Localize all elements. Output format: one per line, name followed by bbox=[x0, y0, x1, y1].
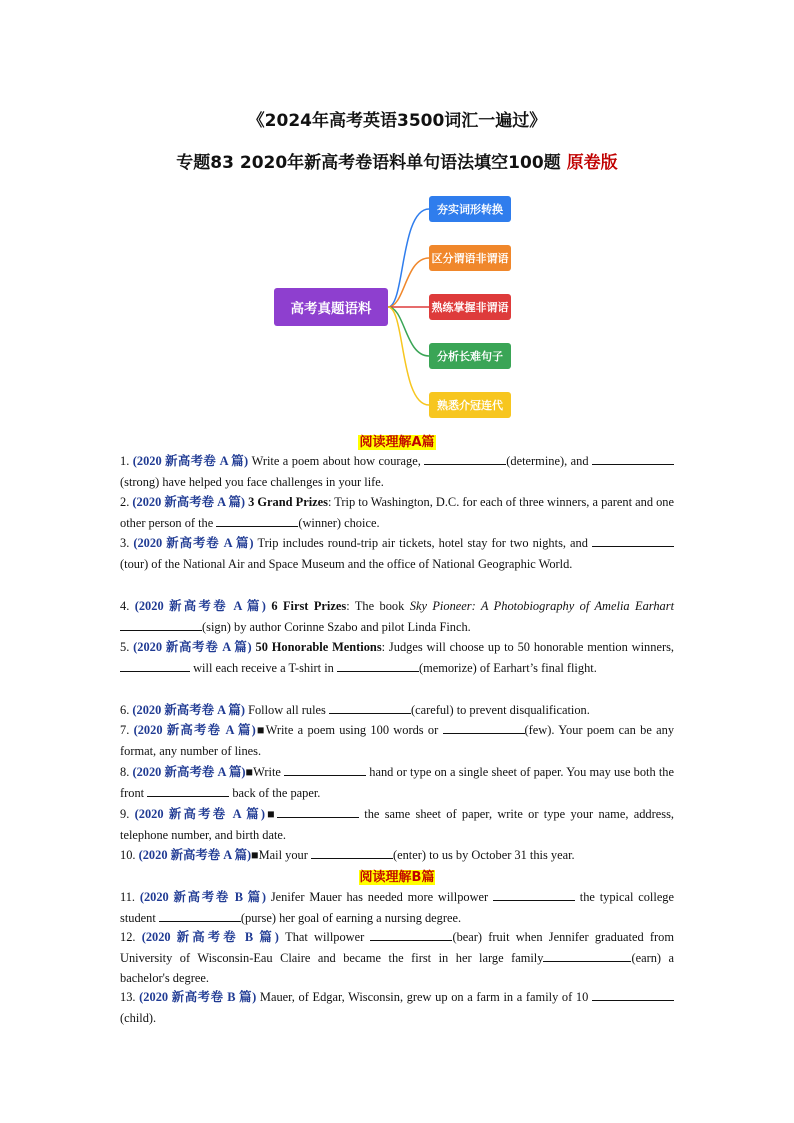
mind-map-connectors bbox=[0, 0, 794, 430]
mind-map-node-4: 分析长难句子 bbox=[429, 343, 511, 369]
answer-blank[interactable] bbox=[370, 928, 452, 941]
answer-blank[interactable] bbox=[120, 659, 190, 672]
mind-map-root: 高考真题语料 bbox=[274, 288, 388, 326]
question-12: 12. (2020 新高考卷 B 篇) That willpower (bear) fruit when Jennifer graduated from University of Wisconsin-Eau Claire and became the first in her large family (earn) a bachelor's degree. bbox=[120, 930, 674, 986]
answer-blank[interactable] bbox=[329, 701, 411, 714]
mind-map-node-3: 熟练掌握非谓语 bbox=[429, 294, 511, 320]
question-source: (2020 新高考卷 A 篇) bbox=[133, 723, 256, 737]
mind-map-node-1: 夯实词形转换 bbox=[429, 196, 511, 222]
question-source: (2020 新高考卷 A 篇) bbox=[132, 765, 246, 779]
section-heading-a: 阅读理解A篇 bbox=[359, 435, 435, 450]
answer-blank[interactable] bbox=[284, 763, 366, 776]
edition-tag: 原卷版 bbox=[566, 153, 618, 173]
question-5: 5. (2020 新高考卷 A 篇) 50 Honorable Mentions: Judges will choose up to 50 honorable mention winners, will each receive a T-shirt in (memorize) of Earhart’s final flight. bbox=[120, 640, 674, 675]
question-source: (2020 新高考卷 A 篇) bbox=[134, 807, 265, 821]
question-source: (2020 新高考卷 B 篇) bbox=[139, 890, 266, 904]
question-11: 11. (2020 新高考卷 B 篇) Jenifer Mauer has needed more willpower the typical college student (purse) her goal of earning a nursing degree. bbox=[120, 890, 675, 925]
question-2: 2. (2020 新高考卷 A 篇) 3 Grand Prizes: Trip to Washington, D.C. for each of three winners, a parent and one other person of the (winner) choice. bbox=[120, 495, 675, 530]
answer-blank[interactable] bbox=[159, 909, 241, 922]
question-9: 9. (2020 新高考卷 A 篇)■ the same sheet of paper, write or type your name, address, telephone number, and birth date. bbox=[120, 807, 674, 842]
answer-blank[interactable] bbox=[493, 888, 575, 901]
question-source: (2020 新高考卷 B 篇) bbox=[139, 990, 257, 1004]
section-heading-b: 阅读理解B篇 bbox=[359, 870, 435, 885]
subtitle-main: 专题83 2020年新高考卷语料单句语法填空100题 bbox=[176, 153, 561, 173]
document-title: 《2024年高考英语3500词汇一遍过》 bbox=[247, 111, 547, 131]
question-source: (2020 新高考卷 A 篇) bbox=[133, 536, 254, 550]
answer-blank[interactable] bbox=[147, 784, 229, 797]
question-4: 4. (2020 新高考卷 A 篇) 6 First Prizes: The book Sky Pioneer: A Photobiography of Amelia Earhart (sign) by author Corinne Szabo and pilot Linda Finch. bbox=[120, 599, 675, 634]
answer-blank[interactable] bbox=[311, 846, 393, 859]
question-source: (2020 新高考卷 A 篇) bbox=[134, 599, 266, 613]
question-6: 6. (2020 新高考卷 A 篇) Follow all rules (careful) to prevent disqualification. bbox=[120, 703, 590, 717]
question-source: (2020 新高考卷 A 篇) bbox=[132, 454, 249, 468]
question-3: 3. (2020 新高考卷 A 篇) Trip includes round-trip air tickets, hotel stay for two nights, and (tour) of the National Air and Space Museum and the office of National Geographic World. bbox=[120, 533, 674, 574]
answer-blank[interactable] bbox=[592, 988, 674, 1001]
answer-blank[interactable] bbox=[120, 618, 202, 631]
answer-blank[interactable] bbox=[592, 452, 674, 465]
mind-map-node-5: 熟悉介冠连代 bbox=[429, 392, 511, 418]
question-source: (2020 新高考卷 A 篇) bbox=[133, 640, 252, 654]
question-1: 1. (2020 新高考卷 A 篇) Write a poem about how courage, (determine), and (strong) have helped you face challenges in your life. bbox=[120, 451, 674, 492]
question-source: (2020 新高考卷 A 篇) bbox=[132, 495, 245, 509]
question-13: 13. (2020 新高考卷 B 篇) Mauer, of Edgar, Wisconsin, grew up on a farm in a family of 10 (child). bbox=[120, 987, 674, 1028]
question-source: (2020 新高考卷 A 篇) bbox=[132, 703, 245, 717]
question-7: 7. (2020 新高考卷 A 篇)■Write a poem using 100 words or (few). Your poem can be any format, any number of lines. bbox=[120, 723, 675, 758]
mind-map-node-2: 区分谓语非谓语 bbox=[429, 245, 511, 271]
question-source: (2020 新高考卷 A 篇) bbox=[138, 848, 252, 862]
answer-blank[interactable] bbox=[216, 514, 298, 527]
question-source: (2020 新高考卷 B 篇) bbox=[141, 930, 279, 944]
answer-blank[interactable] bbox=[277, 805, 359, 818]
answer-blank[interactable] bbox=[424, 452, 506, 465]
answer-blank[interactable] bbox=[337, 659, 419, 672]
answer-blank[interactable] bbox=[443, 721, 525, 734]
mind-map bbox=[0, 0, 794, 430]
answer-blank[interactable] bbox=[543, 949, 631, 962]
question-10: 10. (2020 新高考卷 A 篇)■Mail your (enter) to us by October 31 this year. bbox=[120, 848, 575, 862]
answer-blank[interactable] bbox=[592, 534, 674, 547]
question-8: 8. (2020 新高考卷 A 篇)■Write hand or type on a single sheet of paper. You may use both the front back of the paper. bbox=[120, 765, 674, 800]
